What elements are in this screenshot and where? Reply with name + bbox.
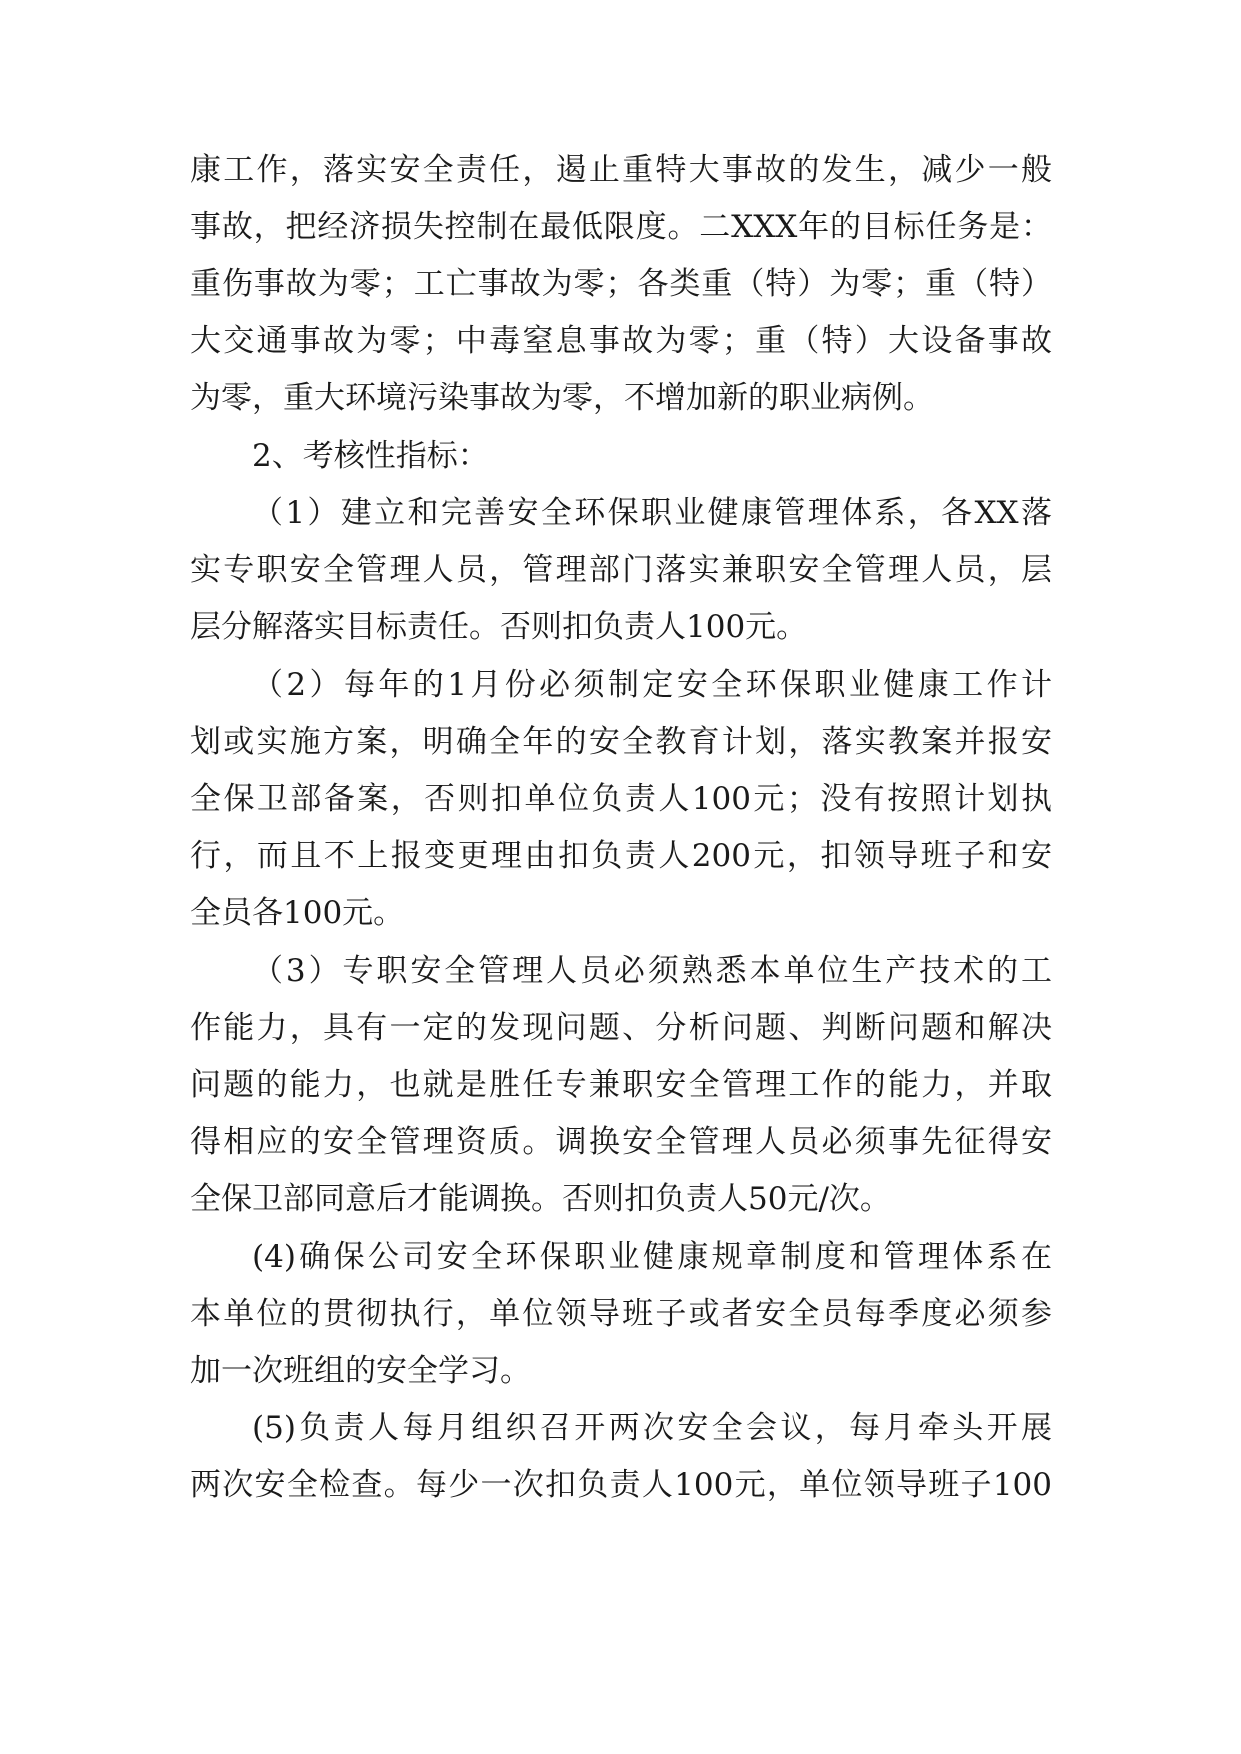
text-line: 全保卫部同意后才能调换。否则扣负责人50元/次。	[190, 1181, 891, 1217]
text-line: 层分解落实目标责任。否则扣负责人100元。	[190, 609, 808, 645]
text-line: （3）专职安全管理人员必须熟悉本单位生产技术的工	[252, 953, 1052, 989]
text-line: 行，而且不上报变更理由扣负责人200元，扣领导班子和安	[190, 838, 1052, 874]
text-line: 大交通事故为零；中毒窒息事故为零；重（特）大设备事故	[190, 323, 1052, 359]
text-line: (4)确保公司安全环保职业健康规章制度和管理体系在	[252, 1239, 1052, 1275]
text-line: 划或实施方案，明确全年的安全教育计划，落实教案并报安	[190, 724, 1052, 760]
text-line: 问题的能力，也就是胜任专兼职安全管理工作的能力，并取	[190, 1067, 1052, 1103]
text-line: 作能力，具有一定的发现问题、分析问题、判断问题和解决	[190, 1010, 1052, 1046]
text-line: 本单位的贯彻执行，单位领导班子或者安全员每季度必须参	[190, 1296, 1052, 1332]
text-line: 为零，重大环境污染事故为零，不增加新的职业病例。	[190, 380, 934, 416]
text-line: 事故，把经济损失控制在最低限度。二XXX年的目标任务是：	[190, 209, 1052, 245]
text-line: 全保卫部备案，否则扣单位负责人100元；没有按照计划执	[190, 781, 1052, 817]
text-line: （1）建立和完善安全环保职业健康管理体系，各XX落	[252, 495, 1052, 531]
text-line: 全员各100元。	[190, 895, 405, 931]
text-line: (5)负责人每月组织召开两次安全会议，每月牵头开展	[252, 1410, 1052, 1446]
text-line: 得相应的安全管理资质。调换安全管理人员必须事先征得安	[190, 1124, 1052, 1160]
text-line: 实专职安全管理人员，管理部门落实兼职安全管理人员，层	[190, 552, 1052, 588]
text-line: 两次安全检查。每少一次扣负责人100元，单位领导班子100	[190, 1467, 1052, 1503]
section-heading: 2、考核性指标：	[252, 438, 489, 474]
text-line: （2）每年的1月份必须制定安全环保职业健康工作计	[252, 667, 1052, 703]
text-line: 加一次班组的安全学习。	[190, 1353, 531, 1389]
text-line: 康工作，落实安全责任，遏止重特大事故的发生，减少一般	[190, 152, 1052, 188]
text-line: 重伤事故为零；工亡事故为零；各类重（特）为零；重（特）	[190, 266, 1052, 302]
